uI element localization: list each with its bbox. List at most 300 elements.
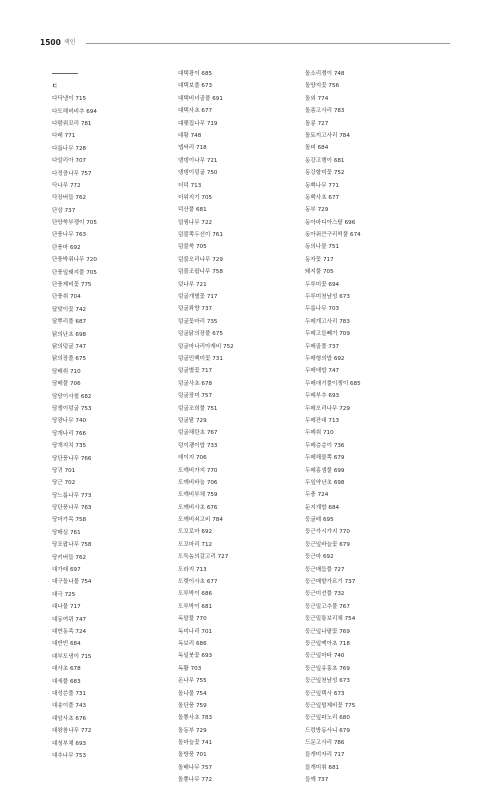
index-term: 들개미자리 [305, 752, 333, 759]
index-term: 더덕 [178, 182, 189, 189]
index-page-number: 761 [70, 529, 81, 536]
index-entry [178, 155, 290, 167]
index-entry [52, 353, 164, 365]
index-page-number: 675 [212, 331, 223, 338]
index-page-number: 718 [196, 145, 207, 152]
index-term: 동의나물 [305, 244, 327, 251]
index-entry [305, 328, 417, 340]
index-term: 달뿌리풀 [52, 319, 74, 326]
index-term: 당광나무 [52, 418, 74, 425]
index-term: 덩굴별꽃 [178, 368, 200, 375]
index-entry [52, 93, 164, 105]
index-page-number: 694 [328, 281, 340, 288]
index-term: 돌외 [305, 95, 316, 102]
index-term: 둥근미선풀 [305, 591, 333, 598]
index-entry [178, 291, 290, 303]
index-page-number: 774 [317, 95, 329, 102]
index-term: 대택보풀 [178, 83, 200, 90]
index-page-number: 729 [339, 405, 350, 412]
index-entry [305, 588, 417, 600]
index-term: 둥근밀통보리채 [305, 616, 343, 623]
index-term: 도깨비사초 [178, 504, 206, 511]
index-page-number: 674 [350, 232, 361, 239]
index-term: 도라지 [178, 566, 195, 573]
index-entry [178, 204, 290, 216]
index-entry [178, 526, 290, 538]
index-entry [52, 725, 164, 737]
index-entry [52, 564, 164, 576]
index-entry [52, 700, 164, 712]
index-term: 도깨비쇠고비 [178, 517, 211, 524]
index-page-number: 719 [206, 120, 218, 127]
index-entry [178, 167, 290, 179]
index-entry [178, 130, 290, 142]
index-page-number: 680 [339, 715, 350, 722]
index-page-number: 705 [86, 269, 97, 276]
index-term: 돌뽕나무 [178, 777, 200, 784]
index-page-number: 769 [339, 665, 350, 672]
index-page-number: 737 [344, 579, 356, 586]
index-term: 둥근매듭풀 [305, 566, 333, 573]
index-term: 두루미꽃 [305, 281, 327, 288]
index-term: 둥근잎나팔꽃 [305, 628, 338, 635]
index-term: 덤불쑥 [178, 244, 195, 251]
index-page-number: 757 [201, 393, 213, 400]
index-term: 덩굴조희풀 [178, 405, 206, 412]
index-term: 두메골풀 [305, 343, 327, 350]
index-entry [52, 279, 164, 291]
index-term: 대암사초 [52, 715, 74, 722]
index-page-number: 706 [206, 479, 218, 486]
index-page-number: 679 [339, 727, 350, 734]
index-entry [305, 130, 417, 142]
index-term: 데이지 [178, 455, 195, 462]
index-page-number: 771 [64, 133, 76, 140]
index-entry [178, 427, 290, 439]
index-entry [305, 675, 417, 687]
index-entry [305, 427, 417, 439]
index-page-number: 729 [317, 207, 329, 214]
index-page-number: 686 [196, 640, 207, 647]
index-entry [52, 143, 164, 155]
index-page-number: 757 [201, 764, 213, 771]
index-page-number: 767 [339, 603, 350, 610]
index-term: 당개지치 [52, 443, 74, 450]
index-page-number: 684 [317, 145, 329, 152]
index-entry [178, 217, 290, 229]
index-page-number: 729 [212, 256, 223, 263]
index-term: 달맞이꽃 [52, 306, 74, 313]
index-column-1 [52, 68, 164, 762]
index-page-number: 761 [212, 232, 223, 239]
index-term: 도꼬마리 [178, 541, 200, 548]
index-term: 대사초 [52, 666, 69, 673]
index-entry [178, 502, 290, 514]
index-entry [305, 626, 417, 638]
index-entry [178, 266, 290, 278]
index-page-number: 732 [333, 591, 345, 598]
index-term: 돌피 [305, 145, 316, 152]
index-entry [52, 539, 164, 551]
index-entry [178, 452, 290, 464]
index-page-number: 693 [328, 393, 340, 400]
index-page-number: 722 [201, 219, 213, 226]
index-page-number: 775 [80, 282, 92, 289]
index-term: 덤불쪽두선이 [178, 232, 211, 239]
index-page-number: 721 [196, 281, 207, 288]
index-page-number: 743 [75, 703, 87, 710]
index-term: 돌나물 [178, 690, 195, 697]
index-term: 돌토끼고사리 [305, 132, 338, 139]
index-entry [305, 551, 417, 563]
index-entry [178, 105, 290, 117]
index-entry [305, 762, 417, 774]
index-entry [52, 576, 164, 588]
index-page-number: 737 [317, 777, 329, 784]
index-term: 닭의난초 [52, 331, 74, 338]
index-term: 두메형의밥 [305, 355, 333, 362]
index-page-number: 740 [333, 653, 345, 660]
index-term: 돌마늘꽃 [178, 740, 200, 747]
index-page-number: 673 [201, 83, 213, 90]
index-entry [178, 477, 290, 489]
index-page-number: 679 [339, 541, 350, 548]
index-entry [178, 341, 290, 353]
index-page-number: 715 [80, 653, 92, 660]
index-term: 동자꽃 [305, 256, 322, 263]
index-term: 덩굴민백미꽃 [178, 355, 211, 362]
index-page-number: 702 [64, 480, 76, 487]
index-page-number: 770 [196, 616, 207, 623]
index-page-number: 724 [317, 492, 329, 499]
index-term: 댕댕이덩굴 [178, 170, 206, 177]
index-term: 두메오리나무 [305, 405, 338, 412]
index-page-number: 683 [70, 678, 81, 685]
index-entry [178, 415, 290, 427]
index-page-number: 758 [80, 542, 92, 549]
index-page-number: 748 [333, 71, 345, 77]
index-term: 돌콩 [305, 120, 316, 127]
index-term: 다닥냉이 [52, 96, 74, 103]
index-term: 당귀 [52, 467, 63, 474]
index-entry [305, 204, 417, 216]
index-entry [52, 651, 164, 663]
index-term: 단풍박쥐나무 [52, 257, 85, 264]
index-page-number: 763 [80, 505, 92, 512]
index-page-number: 737 [328, 343, 340, 350]
index-term: 덩굴꽃마리 [178, 318, 206, 325]
index-term: 당느릅나무 [52, 492, 80, 499]
index-entry [305, 539, 417, 551]
index-entry [52, 502, 164, 514]
index-entry [305, 279, 417, 291]
index-term: 도꼬로마 [178, 529, 200, 536]
index-entry [305, 749, 417, 761]
index-entry [305, 737, 417, 749]
index-page-number: 681 [196, 207, 207, 214]
index-term: 다릅나무 [52, 145, 74, 152]
index-term: 대새풀 [52, 678, 69, 685]
index-term: 두메부추 [305, 393, 327, 400]
index-term: 덩굴해란초 [178, 430, 206, 437]
index-page-number: 763 [75, 232, 87, 239]
index-term: 대택사초 [178, 108, 200, 115]
index-entry [178, 774, 290, 786]
index-entry [178, 365, 290, 377]
index-page-number: 752 [333, 170, 345, 177]
index-entry [305, 192, 417, 204]
index-page-number: 737 [201, 306, 213, 313]
index-page-number: 770 [339, 529, 350, 536]
index-page-number: 705 [86, 220, 97, 227]
index-term: 독일붓꽃 [178, 653, 200, 660]
index-page-number: 697 [70, 567, 81, 574]
index-entry [178, 489, 290, 501]
index-term: 대동여뀌 [52, 616, 74, 623]
index-entry [52, 514, 164, 526]
index-page-number: 740 [75, 418, 87, 425]
index-page-number: 748 [190, 132, 202, 139]
index-entry [52, 589, 164, 601]
index-page-number: 729 [196, 727, 207, 734]
index-entry [52, 242, 164, 254]
index-term: 덩굴팥 [178, 417, 195, 424]
index-term: 둥근잎바늘꽃 [305, 541, 338, 548]
index-page-number: 685 [350, 380, 361, 387]
index-term: 단풍나무 [52, 232, 74, 239]
index-page-number: 720 [86, 257, 97, 264]
index-term: 대왕참나무 [52, 728, 80, 735]
index-page-number: 753 [75, 752, 87, 759]
index-entry [178, 762, 290, 774]
index-term: 돌양지꽃 [305, 83, 327, 90]
index-page-number: 673 [339, 294, 350, 301]
index-entry [305, 93, 417, 105]
index-page-number: 747 [75, 344, 87, 350]
index-entry [178, 737, 290, 749]
index-page-number: 735 [75, 443, 87, 450]
index-entry [52, 130, 164, 142]
index-term: 닥장버들 [52, 195, 74, 202]
index-page-number: 705 [323, 269, 334, 276]
index-term: 두메홍샘풀 [305, 467, 333, 474]
index-term: 두메층층이 [305, 442, 333, 449]
index-page-number: 710 [323, 430, 334, 437]
index-page-number: 699 [333, 467, 345, 474]
index-page-number: 676 [75, 715, 87, 722]
index-entry [52, 180, 164, 192]
index-term: 당단풍나무 [52, 455, 80, 462]
index-term: 당매실 [52, 529, 69, 536]
index-term: 동강할미꽃 [305, 170, 333, 177]
index-page-number: 775 [344, 702, 356, 709]
index-entry [305, 415, 417, 427]
index-entry [305, 403, 417, 415]
index-entry [305, 353, 417, 365]
page-header [40, 38, 450, 50]
index-term: 덜꿩나무 [178, 219, 200, 226]
index-term: 덩굴꽈향 [178, 306, 200, 313]
index-entry [305, 663, 417, 675]
index-entry [178, 712, 290, 724]
index-page-number: 692 [201, 529, 213, 536]
index-entry [52, 428, 164, 440]
index-entry [52, 316, 164, 328]
index-page-number: 770 [206, 467, 218, 474]
index-page-number: 706 [70, 381, 81, 388]
index-page-number: 696 [344, 219, 356, 226]
index-page-number: 786 [333, 740, 345, 747]
index-term: 독보리 [178, 640, 195, 647]
index-entry [178, 303, 290, 315]
index-entry [305, 229, 417, 241]
index-term: 더위지기 [178, 194, 200, 201]
index-entry [52, 291, 164, 303]
index-term: 당단풍나무 [52, 505, 80, 512]
index-page-number: 682 [80, 393, 92, 400]
entry-list [52, 93, 164, 762]
index-entry [178, 725, 290, 737]
index-entry [178, 749, 290, 761]
index-term: 당조팝나무 [52, 542, 80, 549]
index-entry [178, 626, 290, 638]
index-entry [305, 477, 417, 489]
index-term: 동백나무 [305, 182, 327, 189]
index-page-number: 679 [333, 455, 345, 462]
index-page-number: 766 [75, 430, 87, 437]
index-page-number: 705 [196, 244, 207, 251]
index-term: 대부도냉이 [52, 653, 80, 660]
index-entry [305, 452, 417, 464]
index-term: 대구돌나물 [52, 579, 80, 586]
index-page-number: 710 [70, 368, 81, 375]
index-term: 둥근가시가지 [305, 529, 338, 536]
index-entry [52, 329, 164, 341]
index-term: 두메해물쪽 [305, 455, 333, 462]
index-entry [305, 576, 417, 588]
index-page-number: 693 [75, 740, 87, 747]
index-page-number: 747 [328, 368, 340, 375]
index-page-number: 767 [206, 430, 218, 437]
index-term: 돌좀고사리 [305, 108, 333, 115]
index-term: 도렛이사초 [178, 579, 206, 586]
index-entry [52, 205, 164, 217]
index-entry [52, 676, 164, 688]
index-page-number: 772 [201, 777, 213, 784]
index-page-number: 701 [64, 467, 76, 474]
index-page-number: 709 [339, 331, 350, 338]
index-entry [305, 638, 417, 650]
index-term: 두메취 [305, 430, 322, 437]
index-term: 둥굴레 [305, 517, 322, 524]
index-term: 둥근잎마타 [305, 653, 333, 660]
index-page-number: 707 [75, 158, 87, 165]
index-page-number: 729 [196, 417, 207, 424]
index-page-number: 728 [75, 145, 87, 152]
index-term: 단양쑥부쟁이 [52, 220, 85, 227]
index-term: 덧나무 [178, 281, 195, 288]
index-entry [52, 192, 164, 204]
index-term: 들깨 [305, 777, 316, 784]
index-term: 담당이사철 [52, 393, 80, 400]
index-entry [178, 279, 290, 291]
index-entry [305, 241, 417, 253]
index-entry [52, 477, 164, 489]
index-page-number: 737 [64, 207, 76, 214]
index-entry [52, 254, 164, 266]
index-page-number: 686 [201, 591, 213, 598]
index-entry [178, 192, 290, 204]
index-term: 담쟁이덩굴 [52, 405, 80, 412]
index-page-number: 752 [223, 343, 234, 350]
index-page-number: 731 [75, 690, 87, 697]
index-page-number: 703 [328, 306, 340, 313]
index-page-number: 759 [206, 492, 218, 499]
index-term: 당근 [52, 480, 63, 487]
index-page-number: 678 [201, 380, 213, 387]
index-term: 덩굴닭의장풀 [178, 331, 211, 338]
index-entry [178, 180, 290, 192]
index-page-number: 725 [64, 591, 76, 598]
index-entry [305, 303, 417, 315]
index-entry [305, 80, 417, 92]
index-page-number: 717 [206, 294, 218, 301]
index-term: 덕산풀 [178, 207, 195, 214]
index-page-number: 678 [70, 666, 81, 673]
index-entry [178, 68, 290, 80]
index-term: 둔지개밥 [305, 504, 327, 511]
index-entry [178, 539, 290, 551]
index-page-number: 677 [201, 108, 213, 115]
index-page-number: 783 [339, 318, 350, 325]
index-entry [178, 576, 290, 588]
index-term: 담배풀 [52, 381, 69, 388]
index-entry [52, 614, 164, 626]
index-entry [178, 390, 290, 402]
group-divider [52, 73, 78, 74]
index-page-number: 706 [196, 455, 207, 462]
index-term: 덩이괭이밥 [178, 442, 206, 449]
index-page-number: 784 [212, 517, 223, 524]
index-entry [52, 366, 164, 378]
index-entry [305, 700, 417, 712]
index-page-number: 681 [201, 603, 213, 610]
index-page-number: 676 [206, 504, 218, 511]
index-page-number: 762 [75, 554, 87, 561]
index-entry [305, 650, 417, 662]
index-page-number: 677 [328, 194, 340, 201]
index-entry [178, 688, 290, 700]
index-page-number: 681 [328, 764, 340, 771]
index-entry [178, 650, 290, 662]
index-term: 담배취 [52, 368, 69, 375]
index-entry [305, 390, 417, 402]
index-term: 돼지풀 [305, 269, 322, 276]
index-entry [52, 168, 164, 180]
index-entry [52, 378, 164, 390]
index-page-number: 754 [344, 616, 356, 623]
index-entry [178, 601, 290, 613]
index-page-number: 677 [206, 579, 218, 586]
index-page-number: 717 [323, 256, 334, 263]
index-term: 대극 [52, 591, 63, 598]
index-entry [178, 663, 290, 675]
index-entry [305, 167, 417, 179]
index-term: 둥근잎천남성 [305, 678, 338, 685]
index-term: 돈나무 [178, 678, 195, 685]
index-term: 둥근잎파노리 [305, 715, 338, 722]
index-page-number: 685 [201, 71, 213, 77]
